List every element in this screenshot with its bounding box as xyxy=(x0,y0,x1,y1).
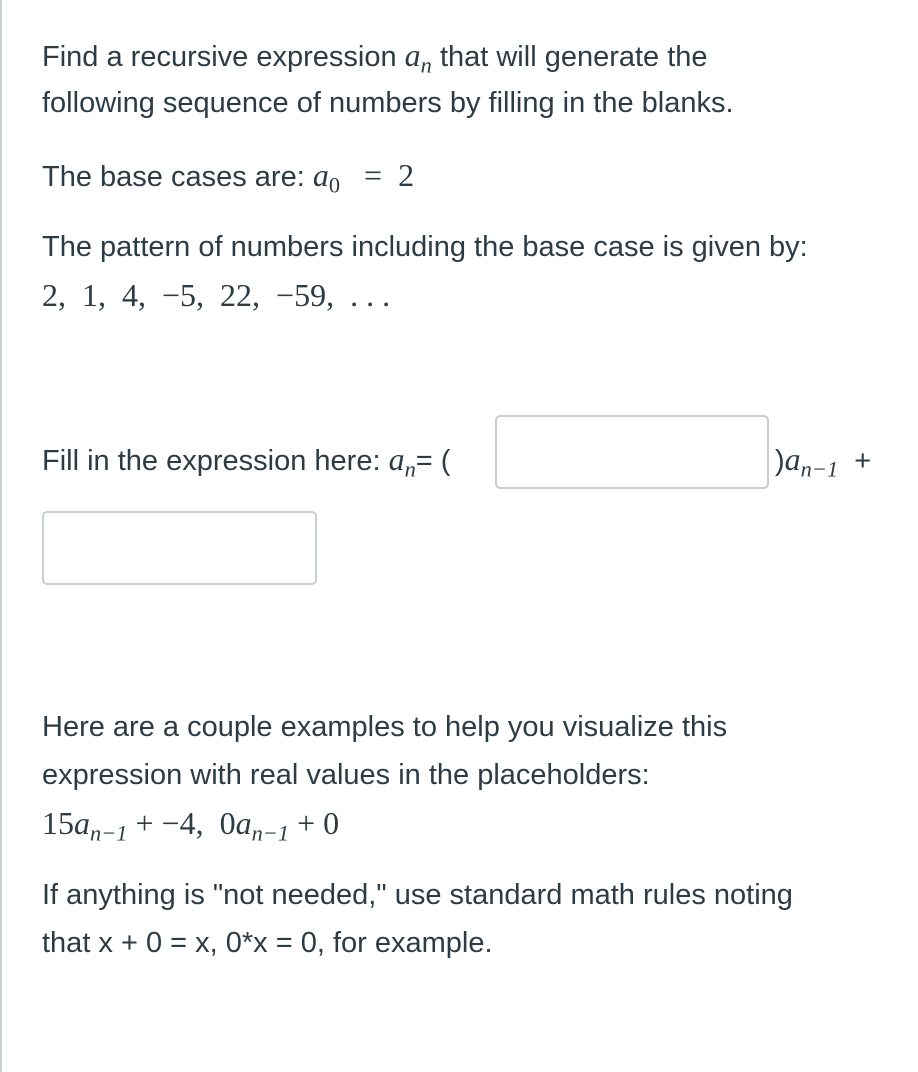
fill-prev-symbol: a xyxy=(784,441,801,477)
fill-plus: + xyxy=(854,445,872,477)
fill-label: Fill in the expression here: xyxy=(42,445,381,477)
base-case-symbol-sub: 0 xyxy=(328,172,341,198)
fill-prev-math xyxy=(784,441,839,482)
fill-equals-paren: = ( xyxy=(415,445,451,477)
example-2-symbol: a xyxy=(235,805,252,841)
note-line-1: If anything is "not needed," use standard math rules noting xyxy=(42,879,793,911)
constant-input[interactable] xyxy=(42,511,317,585)
base-case-value: 2 xyxy=(398,157,415,193)
example-1-symbol: a xyxy=(74,805,90,841)
intro-math-symbol xyxy=(404,37,432,78)
intro-symbol-sub: n xyxy=(420,52,432,78)
pattern-sequence: 2, 1, 4, −5, 22, −59, . . . xyxy=(42,277,391,313)
example-1-sub: n−1 xyxy=(90,820,128,846)
fill-line xyxy=(42,435,450,494)
intro-suffix: that will generate the xyxy=(439,41,708,73)
fill-close-paren: ) xyxy=(775,445,785,477)
intro-prefix: Find a recursive expression xyxy=(42,41,397,73)
examples-line-1: Here are a couple examples to help you visualize this xyxy=(42,711,728,743)
example-2-rest: + 0 xyxy=(289,805,340,841)
examples-line-2: expression with real values in the placeholders: xyxy=(42,759,650,791)
fill-tail xyxy=(775,435,871,494)
base-case-math xyxy=(312,157,415,198)
fill-prev-sub: n−1 xyxy=(800,456,839,482)
base-case-equals: = xyxy=(364,157,383,193)
fill-symbol: a xyxy=(388,441,405,477)
fill-math-symbol xyxy=(388,441,416,482)
fill-symbol-sub: n xyxy=(404,456,416,482)
examples-math xyxy=(42,799,339,858)
base-case-label: The base cases are: xyxy=(42,161,305,193)
example-2-coef: 0 xyxy=(219,805,236,841)
base-case-symbol: a xyxy=(312,157,329,193)
pattern-label: The pattern of numbers including the base case is given by: xyxy=(42,231,808,263)
frame-left-border xyxy=(0,0,2,1072)
intro-symbol: a xyxy=(404,37,421,73)
example-1-rest: + −4, xyxy=(127,805,204,841)
note-line-2: that x + 0 = x, 0*x = 0, for example. xyxy=(42,927,493,959)
coefficient-input[interactable] xyxy=(495,415,769,489)
base-case-line xyxy=(42,151,414,210)
intro-line-2: following sequence of numbers by filling in the blanks. xyxy=(42,87,734,119)
example-2-sub: n−1 xyxy=(251,820,290,846)
example-1-coef: 15 xyxy=(42,805,74,841)
